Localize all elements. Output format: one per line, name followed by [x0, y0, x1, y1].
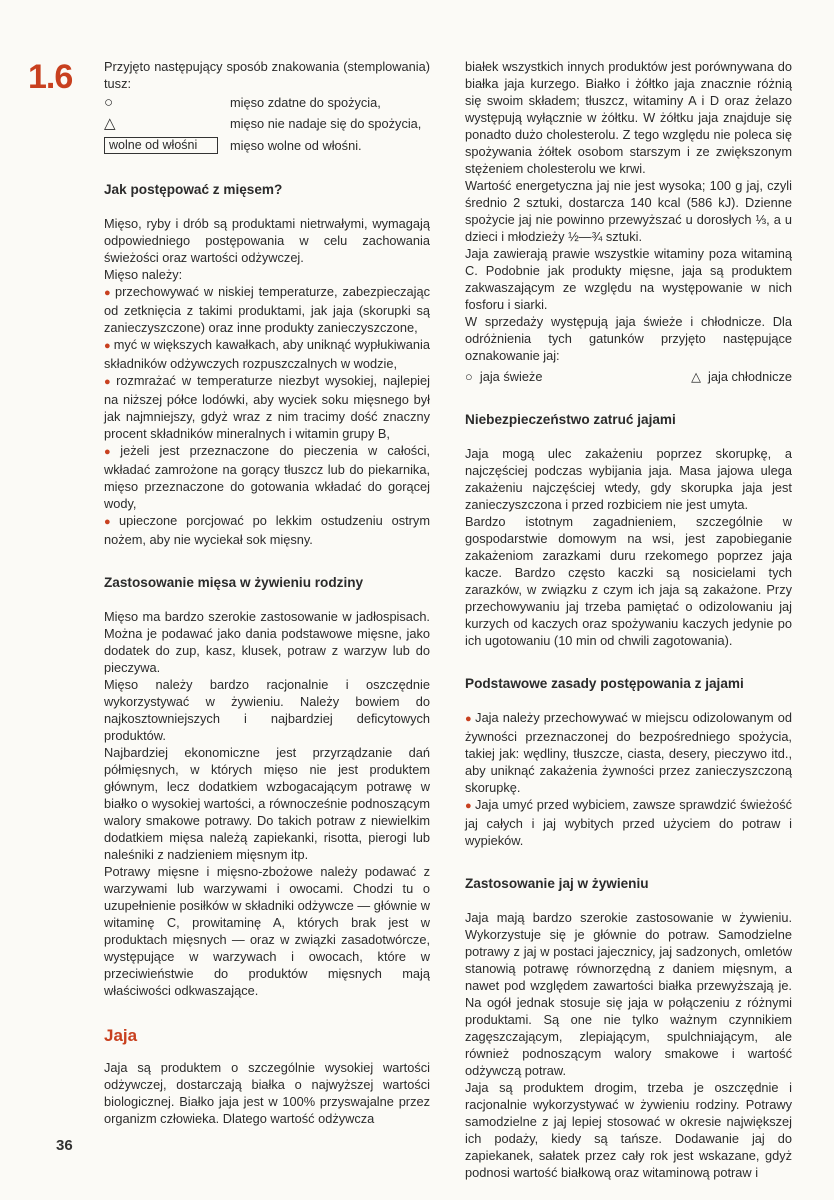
- triangle-mark-icon: △: [104, 115, 116, 132]
- paragraph: Najbardziej ekonomiczne jest przyrządzanie dań półmięsnych, w których mięso nie jest produktem głównym, lecz dodatkiem wzbogacającym potrawę w białko o wysokiej wartości, a równocześnie podnoszącym walory smakowe potrawy. Do takich potraw z niewielkim dodatkiem mięsa należą zapiekanki, risotta, pierogi lub naleśniki z nadzieniem mięsnym itp.: [104, 745, 430, 862]
- legend-text: mięso wolne od włośni.: [230, 137, 362, 153]
- bullet-dot-icon: ●: [104, 516, 116, 528]
- paragraph: Mięso ma bardzo szerokie zastosowanie w jadłospisach. Można je podawać jako dania podstawowe mięsne, jako dodatek do zup, kasz, klusek, potraw z warzyw lub do pieczywa.: [104, 609, 430, 675]
- paragraph: Mięso należy:: [104, 267, 183, 282]
- paragraph: białek wszystkich innych produktów jest porównywana do białka jaja kurzego. Białko i żółtko jaja znacznie różnią się swoim składem; tłuszcz, witaminy A i D oraz żelazo występują wyłącznie w żółtku. W żółtku jaja znajduje się ponadto dużo cholesterolu. Z tego względu nie poleca się spożywania żółtek osobom starszym i ze zwiększonym stężeniem cholesterolu we krwi.: [465, 59, 792, 176]
- egg-marking-legend: [465, 368, 792, 385]
- paragraph: Jaja mają bardzo szerokie zastosowanie w żywieniu. Wykorzystuje się je głównie do potraw. Samodzielne potrawy z jaj w postaci jajecznicy, jaj sadzonych, omletów stanowią potrawę równorzędną z daniem mięsnym, a nawet pod względem zawartości białka przewyższają je. Na ogół jednak stosuje się jaja w połączeniu z różnymi produktami. Są one nie tylko ważnym czynnikiem zagęszczającym, zlepiającym, spulchniającym, ale również podnoszącym walory smakowe i wartość odżywczą potraw.: [465, 910, 792, 1078]
- paragraph: Wartość energetyczna jaj nie jest wysoka; 100 g jaj, czyli średnio 2 sztuki, dostarcza 140 kcal (586 kJ). Dzienne spożycie jaj nie powinno przewyższać u dorosłych ⅓, a u dzieci i młodzieży ½—¾ sztuki.: [465, 178, 792, 244]
- heading-egg-usage: Zastosowanie jaj w żywieniu: [465, 876, 649, 891]
- bullet-item: ● myć w większych kawałkach, aby uniknąć wypłukiwania składników odżywczych rozpuszczalnych w wodzie,: [104, 337, 430, 371]
- paragraph: Potrawy mięsne i mięsno-zbożowe należy podawać z warzywami lub warzywami i owocami. Chodzi tu o uzupełnienie posiłków w składniki odżywcze — głównie w witaminę C, prowitaminę A, których brak jest w produktach mięsnych — oraz w związki zasadotwórcze, występujące w warzywach i owocach, które w przeciwieństwie do produktów mięsnych mają właściwości odkwaszające.: [104, 864, 430, 998]
- bullet-dot-icon: ●: [465, 800, 472, 812]
- paragraph: Jaja są produktem drogim, trzeba je oszczędnie i racjonalnie wykorzystywać w żywieniu rodziny. Potrawy samodzielne z jaj lepiej stosować w okresie największej ich podaży, kiedy są tańsze. Dodawanie jaj do zapiekanek, sałatek przez cały rok jest wskazane, gdyż podnosi wartość białkową oraz witaminową potraw i: [465, 1080, 792, 1180]
- bullet-item: ● Jaja należy przechowywać w miejscu odizolowanym od żywności przeznaczonej do bezpośredniego spożycia, takiej jak: wędliny, tłuszcze, ciasta, desery, pieczywo itd., aby uniknąć zakażenia żywności przez zanieczyszczoną skorupkę.: [465, 710, 792, 795]
- bullet-dot-icon: ●: [104, 287, 113, 299]
- bullet-item: ● Jaja umyć przed wybiciem, zawsze sprawdzić świeżość jaj całych i jaj wybitych przed użyciem do potraw i wypieków.: [465, 797, 792, 848]
- paragraph: W sprzedaży występują jaja świeże i chłodnicze. Dla odróżnienia tych gatunków przyjęto następujące oznakowanie jaj:: [465, 314, 792, 363]
- egg-cold-label: △ jaja chłodnicze: [691, 369, 792, 384]
- bullet-dot-icon: ●: [104, 376, 114, 388]
- heading-eggs: Jaja: [104, 1026, 138, 1045]
- paragraph: Jaja mogą ulec zakażeniu poprzez skorupkę, a najczęściej podczas wybijania jaja. Masa jajowa ulega zakażeniu najczęściej wtedy, gdy skorupka jaja jest zanieczyszczona i przed rozbiciem nie jest umyta.: [465, 446, 792, 512]
- marking-intro: Przyjęto następujący sposób znakowania (stemplowania) tusz:: [104, 59, 430, 91]
- bullet-item: ● upieczone porcjować po lekkim ostudzeniu ostrym nożem, aby nie wyciekał sok mięsny.: [104, 513, 430, 547]
- circle-mark-icon: ○: [465, 369, 473, 384]
- heading-egg-poisoning: Niebezpieczeństwo zatruć jajami: [465, 412, 676, 427]
- bullet-item: ● rozmrażać w temperaturze niezbyt wysokiej, najlepiej na niższej półce lodówki, aby wyciek soku mięsnego był jak najmniejszy, gdyż wraz z nim tracimy dość znaczny procent składników mineralnych i witamin grupy B,: [104, 373, 430, 441]
- marking-legend: [104, 94, 430, 154]
- egg-fresh-label: ○ jaja świeże: [465, 369, 543, 384]
- bullet-item: ● przechowywać w niskiej temperaturze, zabezpieczając od zetknięcia z takimi produktami, jak jaja (skorupki są zanieczyszczone) oraz inne produkty zanieczyszczone,: [104, 284, 430, 335]
- bullet-dot-icon: ●: [104, 446, 118, 458]
- legend-text: mięso zdatne do spożycia,: [230, 95, 381, 110]
- bullet-dot-icon: ●: [465, 713, 473, 725]
- heading-egg-rules: Podstawowe zasady postępowania z jajami: [465, 676, 744, 691]
- paragraph: Jaja zawierają prawie wszystkie witaminy poza witaminą C. Podobnie jak produkty mięsne, jaja są produktem zakwaszającym ze względu na występowanie w nich fosforu i siarki.: [465, 246, 792, 312]
- circle-mark-icon: ○: [104, 94, 114, 111]
- paragraph: Mięso należy bardzo racjonalnie i oszczędnie wykorzystywać w żywieniu. Należy bowiem do najkosztowniejszych i najbardziej deficytowych produktów.: [104, 677, 430, 743]
- section-number: 1.6: [28, 58, 73, 96]
- bullet-dot-icon: ●: [104, 340, 111, 352]
- triangle-mark-icon: △: [691, 369, 701, 384]
- right-column: [465, 58, 792, 1181]
- paragraph: Mięso, ryby i drób są produktami nietrwałymi, wymagają odpowiedniego postępowania w celu zachowania świeżości oraz wartości odżywczej.: [104, 216, 430, 265]
- bullet-item: ● jeżeli jest przeznaczone do pieczenia w całości, wkładać zamrożone na gorący tłuszcz lub do piekarnika, mięso przeznaczone do gotowania wkładać do gorącej wody,: [104, 443, 430, 511]
- legend-text: mięso nie nadaje się do spożycia,: [230, 116, 422, 131]
- page-number: 36: [56, 1137, 73, 1154]
- trichinella-free-stamp: wolne od włośni: [104, 137, 218, 154]
- heading-meat-handling: Jak postępować z mięsem?: [104, 182, 283, 197]
- paragraph: Jaja są produktem o szczególnie wysokiej wartości odżywczej, dostarczają białka o najwyższej wartości biologicznej. Białko jaja jest w 100% przyswajalne przez organizm człowieka. Dlatego wartość odżywcza: [104, 1060, 430, 1126]
- heading-meat-usage: Zastosowanie mięsa w żywieniu rodziny: [104, 575, 364, 590]
- paragraph: Bardzo istotnym zagadnieniem, szczególnie w gospodarstwie domowym na wsi, jest zapobieganie zakażeniom zarazkami duru rzekomego poprzez jaja kacze. Bardzo często kaczki są nosicielami tych zarazków, w związku z czym ich jaja są zakażone. Przy przechowywaniu jaj trzeba pamiętać o odizolowaniu jaj kurzych od kaczych oraz spożywaniu kaczych jedynie po ich ugotowaniu (10 min od chwili zagotowania).: [465, 514, 792, 648]
- left-column: [104, 58, 430, 1127]
